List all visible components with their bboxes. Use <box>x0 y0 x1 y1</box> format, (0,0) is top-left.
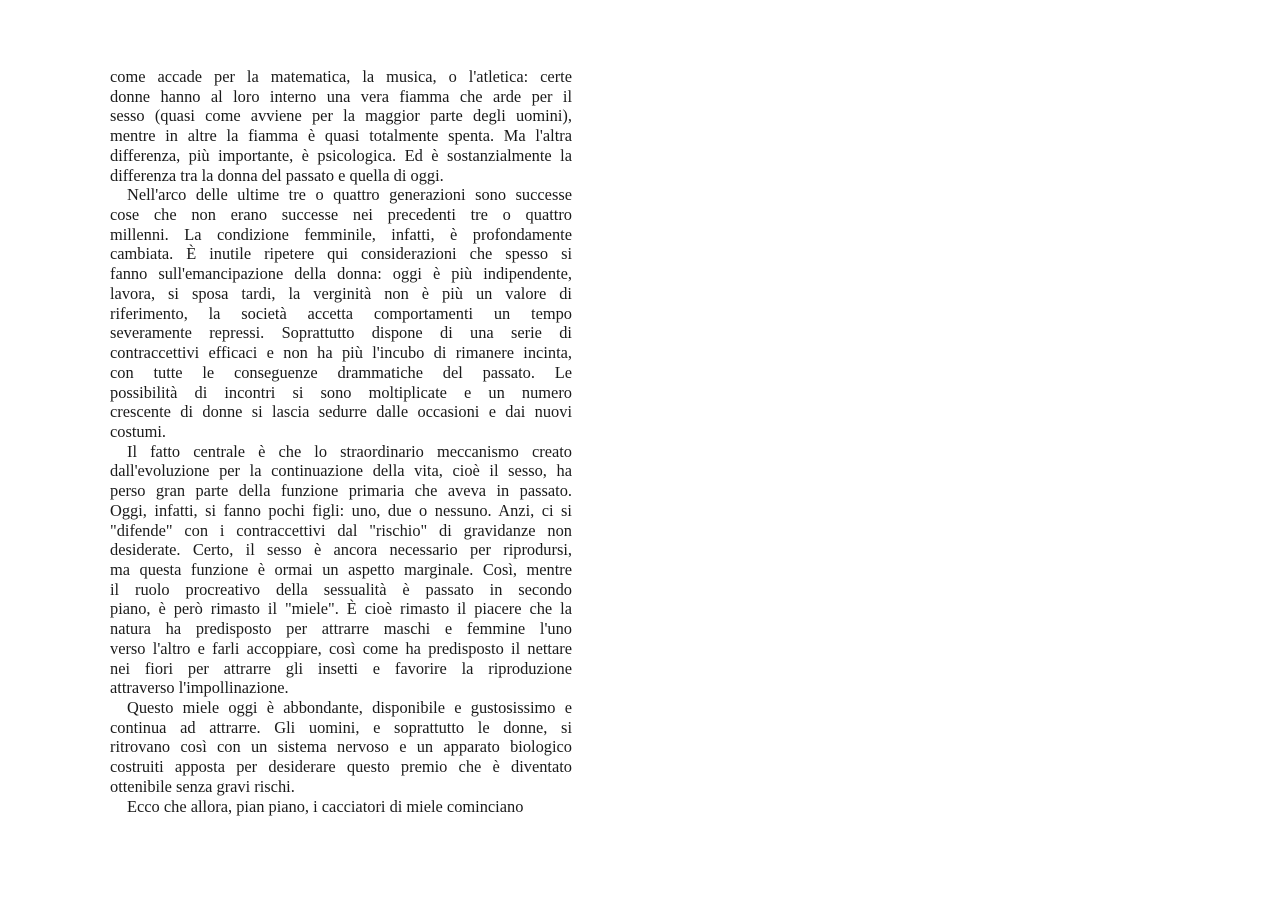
text-line: millenni. La condizione femminile, infatti, è profondamente <box>110 224 572 244</box>
text-line: piano, è però rimasto il "miele". È cioè rimasto il piacere che la <box>110 599 572 619</box>
text-line: crescente di donne si lascia sedurre dalle occasioni e dai nuovi <box>110 402 572 422</box>
text-line: perso gran parte della funzione primaria che aveva in passato. <box>110 481 572 501</box>
paragraph <box>110 67 572 185</box>
paragraph <box>110 442 572 698</box>
text-line: differenza, più importante, è psicologica. Ed è sostanzialmente la <box>110 145 572 165</box>
text-line: dall'evoluzione per la continuazione della vita, cioè il sesso, ha <box>110 461 572 481</box>
text-line: donne hanno al loro interno una vera fiamma che arde per il <box>110 86 572 106</box>
paragraph <box>110 797 572 817</box>
text-line: cose che non erano successe nei precedenti tre o quattro <box>110 205 572 225</box>
paragraph <box>110 185 572 441</box>
text-line: desiderate. Certo, il sesso è ancora necessario per riprodursi, <box>110 540 572 560</box>
text-line: differenza tra la donna del passato e quella di oggi. <box>110 165 444 185</box>
text-line: come accade per la matematica, la musica, o l'atletica: certe <box>110 67 572 86</box>
text-line: sesso (quasi come avviene per la maggior parte degli uomini), <box>110 106 572 126</box>
text-line: cambiata. È inutile ripetere qui considerazioni che spesso si <box>110 244 572 264</box>
text-line: possibilità di incontri si sono moltiplicate e un numero <box>110 382 572 402</box>
text-line: continua ad attrarre. Gli uomini, e soprattutto le donne, si <box>110 717 572 737</box>
text-line: severamente repressi. Soprattutto dispone di una serie di <box>110 323 572 343</box>
text-line: il ruolo procreativo della sessualità è passato in secondo <box>110 579 572 599</box>
text-line: Oggi, infatti, si fanno pochi figli: uno, due o nessuno. Anzi, ci si <box>110 500 572 520</box>
text-line: natura ha predisposto per attrarre maschi e femmine l'uno <box>110 619 572 639</box>
text-line: Questo miele oggi è abbondante, disponibile e gustosissimo e <box>127 698 572 717</box>
text-line: riferimento, la società accetta comportamenti un tempo <box>110 303 572 323</box>
text-line: "difende" con i contraccettivi dal "rischio" di gravidanze non <box>110 520 572 540</box>
text-line: lavora, si sposa tardi, la verginità non è più un valore di <box>110 283 572 303</box>
text-line: costumi. <box>110 421 166 441</box>
text-line: costruiti apposta per desiderare questo premio che è diventato <box>110 757 572 777</box>
text-line: mentre in altre la fiamma è quasi totalmente spenta. Ma l'altra <box>110 126 572 146</box>
text-line: ma questa funzione è ormai un aspetto marginale. Così, mentre <box>110 559 572 579</box>
text-line: nei fiori per attrarre gli insetti e favorire la riproduzione <box>110 658 572 678</box>
text-line: ritrovano così con un sistema nervoso e un apparato biologico <box>110 737 572 757</box>
text-line: fanno sull'emancipazione della donna: oggi è più indipendente, <box>110 264 572 284</box>
text-line: contraccettivi efficaci e non ha più l'incubo di rimanere incinta, <box>110 343 572 363</box>
paragraph <box>110 698 572 797</box>
text-line: con tutte le conseguenze drammatiche del passato. Le <box>110 362 572 382</box>
text-line: ottenibile senza gravi rischi. <box>110 776 295 796</box>
text-column <box>110 67 572 816</box>
text-line: attraverso l'impollinazione. <box>110 678 289 698</box>
text-line: verso l'altro e farli accoppiare, così come ha predisposto il nettare <box>110 638 572 658</box>
text-line: Il fatto centrale è che lo straordinario meccanismo creato <box>127 441 572 461</box>
text-line: Ecco che allora, pian piano, i cacciatori di miele cominciano <box>127 796 524 816</box>
text-line: Nell'arco delle ultime tre o quattro generazioni sono successe <box>127 185 572 205</box>
